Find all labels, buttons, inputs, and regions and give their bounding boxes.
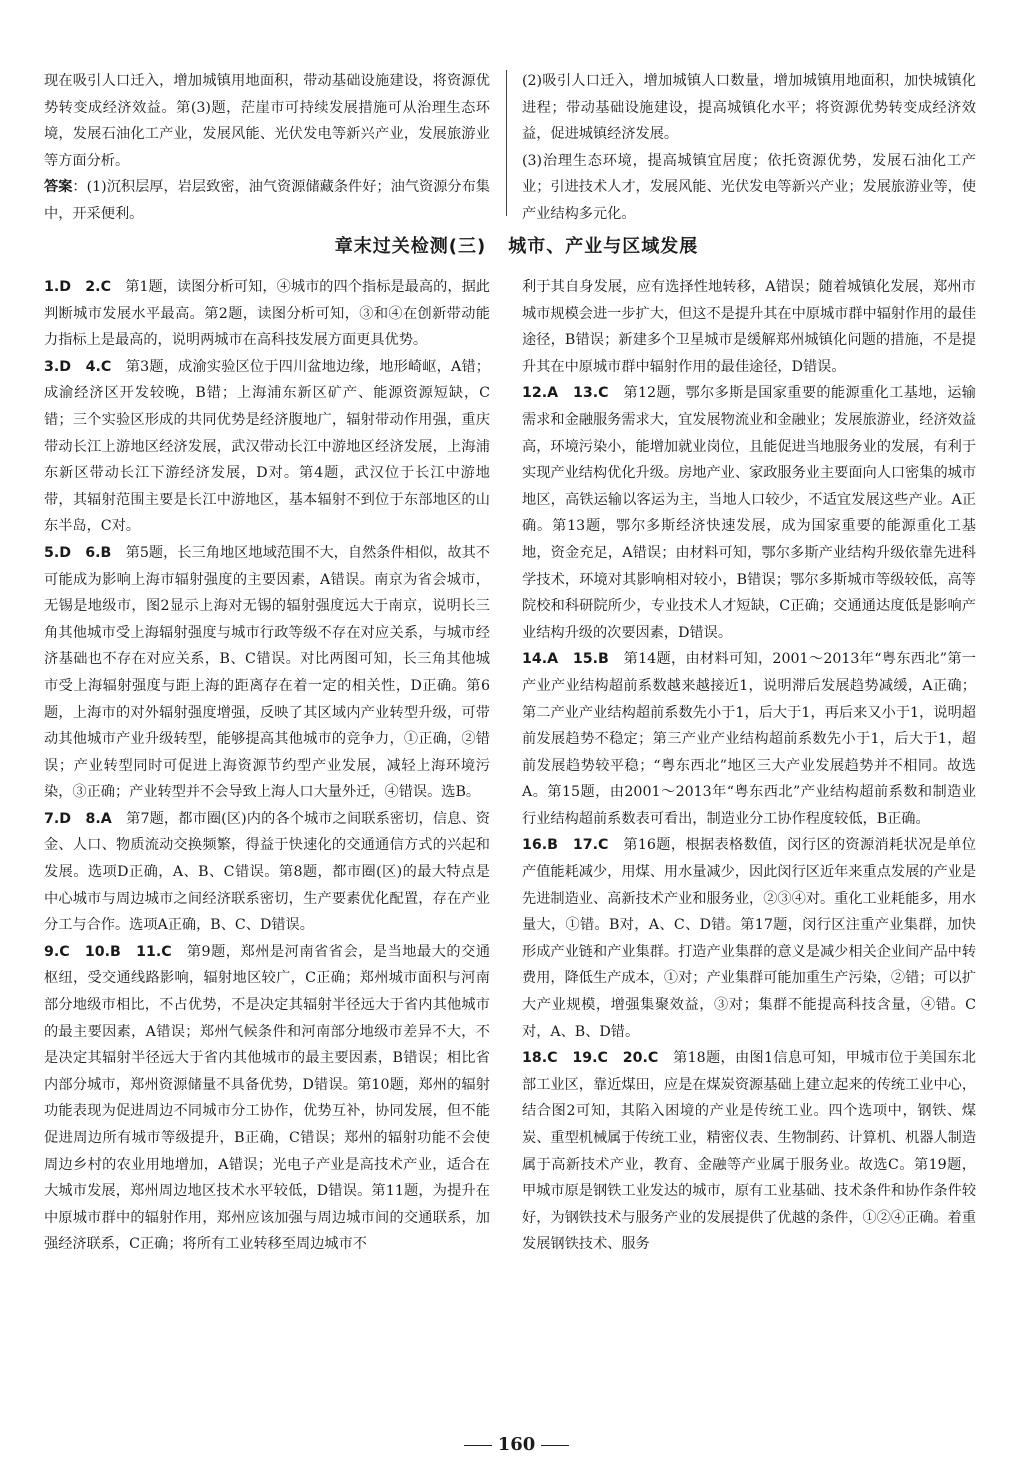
page-number-value: 160 (497, 1434, 536, 1455)
answer-item (522, 1045, 976, 1258)
left-column (44, 274, 490, 1258)
answer-part-3: (3)治理生态环境，提高城镇宜居度；依托资源优势，发展石油化工产业；引进技术人才，发展风能、光伏发电等新兴产业；发展旅游业等，使产业结构多元化。 (522, 152, 977, 222)
continuation-left (44, 68, 490, 228)
answer-item (44, 354, 490, 540)
explanation-text: 第1题，读图分析可知，④城市的四个指标是最高的，据此判断城市发展水平最高。第2题，读图分析可知，③和④在创新带动能力指标上是最高的，说明两城市在高科技发展方面更具优势。 (44, 279, 490, 349)
question-numbers: 5.D 6.B (44, 544, 112, 561)
answer-item (522, 832, 976, 1045)
answer-item (522, 646, 976, 832)
section-title (0, 232, 1033, 258)
explanation-text: 第16题，根据表格数值，闵行区的资源消耗状况是单位产值能耗减少，用煤、用水量减少，因此闵行区近年来重点发展的产业是先进制造业、高新技术产业和服务业，②③④对。重化工业耗能多，用水量大，①错。B对，A、C、D错。第17题，闵行区注重产业集群，加快形成产业链和产业集群。打造产业集群的意义是减少相关企业间产品中转费用，降低生产成本，①对；产业集群可能加重生产污染，②错；可以扩大产业规模，增强集聚效益，③对；集群不能提高科技含量，④错。C对，A、B、D错。 (522, 837, 977, 1040)
answer-item (44, 939, 490, 1258)
explanation-text: 第12题，鄂尔多斯是国家重要的能源重化工基地，运输需求和金融服务需求大，宜发展物流业和金融业；发展旅游业，经济效益高，环境污染小，能增加就业岗位，且能促进当地服务业的发展，有利于实现产业结构优化升级。房地产业、家政服务业主要面向人口密集的城市地区，高铁运输以客运为主，当地人口较少，不适宜发展这些产业。A正确。第13题，鄂尔多斯经济快速发展，成为国家重要的能源重化工基地，资金充足，A错误；由材料可知，鄂尔多斯产业结构升级依靠先进科学技术，环境对其影响相对较小，B错误；鄂尔多斯城市等级较低，高等院校和科研院所少，专业技术人才短缺，C正确；交通通达度低是影响产业结构升级的次要因素，D错误。 (522, 385, 977, 641)
paragraph: 现在吸引人口迁入，增加城镇用地面积，带动基础设施建设，将资源优势转变成经济效益。第(3)题，茫崖市可持续发展措施可从治理生态环境，发展石油化工产业，发展风能、光伏发电等新兴产业，发展旅游业等方面分析。 (44, 73, 490, 169)
question-numbers: 12.A 13.C (522, 385, 609, 402)
answer-part-2: (2)吸引人口迁入，增加城镇人口数量，增加城镇用地面积，加快城镇化进程；带动基础设施建设，提高城镇化水平；将资源优势转变成经济效益，促进城镇经济发展。 (522, 73, 976, 143)
answer-item (44, 806, 490, 939)
answer-text: ：(1)沉积层厚，岩层致密，油气资源储藏条件好；油气资源分布集中，开采便利。 (44, 179, 490, 222)
explanation-text: 第3题，成渝实验区位于四川盆地边缘，地形崎岖，A错；成渝经济区开发较晚，B错；上海浦东新区矿产、能源资源短缺，C错；三个实验区形成的共同优势是经济腹地广，辐射带动作用强，重庆带动长江上游地区经济发展，武汉带动长江中游地区经济发展，上海浦东新区带动长江下游经济发展，D对。第4题，武汉位于长江中游地带，其辐射范围主要是长江中游地区，基本辐射不到位于东部地区的山东半岛，C对。 (44, 358, 490, 535)
explanation-text: 第5题，长三角地区地域范围不大，自然条件相似，故其不可能成为影响上海市辐射强度的主要因素，A错误。南京为省会城市，无锡是地级市，图2显示上海对无锡的辐射强度远大于南京，说明长三角其他城市受上海辐射强度与城市行政等级不存在对应关系，与城市经济基础也不存在对应关系，B、C错误。对比两图可知，长三角其他城市受上海辐射强度与距上海的距离存在着一定的相关性，D正确。第6题，上海市的对外辐射强度增强，反映了其区域内产业转型升级，可带动其他城市产业升级转型，能够提高其他城市的竞争力，①正确，②错误；产业转型同时可促进上海资源节约型产业发展，减轻上海环境污染，③正确；产业转型并不会导致上海人口大量外迁，④错误。选B。 (44, 544, 490, 801)
explanation-text: 第14题，由材料可知，2001～2013年“粤东西北”第一产业产业结构超前系数越来越接近1，说明滞后发展趋势减缓，A正确；第二产业产业结构超前系数先小于1，后大于1，再后来又小于1，说明超前发展趋势不稳定；第三产业产业结构超前系数先小于1，后大于1，超前发展趋势较平稳；“粤东西北”地区三大产业发展趋势并不相同。故选A。第15题，由2001～2013年“粤东西北”产业结构超前系数和制造业行业结构超前系数表可看出，制造业分工协作程度较低，B正确。 (522, 651, 976, 827)
section-title-part2: 城市、产业与区域发展 (508, 236, 699, 257)
page-number-dash-left (464, 1445, 492, 1446)
answer-item (522, 380, 976, 646)
explanation-text: 第7题，都市圈(区)内的各个城市之间联系密切，信息、资金、人口、物质流动交换频繁，得益于快速化的交通通信方式的兴起和发展。选项D正确，A、B、C错误。第8题，都市圈(区)的最大特点是中心城市与周边城市之间经济联系密切，生产要素优化配置，存在产业分工与合作。选项A正确，B、C、D错误。 (44, 810, 490, 934)
explanation-text: 第18题，由图1信息可知，甲城市位于美国东北部工业区，靠近煤田，应是在煤炭资源基础上建立起来的传统工业中心，结合图2可知，其陷入困境的产业是传统工业。四个选项中，钢铁、煤炭、重型机械属于传统工业，精密仪表、生物制药、计算机、机器人制造属于高新技术产业，教育、金融等产业属于服务业。故选C。第19题，甲城市原是钢铁工业发达的城市，原有工业基础、技术条件和协作条件较好，为钢铁技术与服务产业的发展提供了优越的条件，①②④正确。着重发展钢铁技术、服务 (522, 1050, 977, 1253)
answer-item (522, 274, 976, 380)
right-column (522, 274, 976, 1258)
explanation-text: 第9题，郑州是河南省省会，是当地最大的交通枢纽，受交通线路影响，辐射地区较广，C正确；郑州城市面积与河南部分地级市相比，不占优势，不是决定其辐射半径远大于省内其他城市的最主要因素，A错误；郑州气候条件和河南部分地级市差异不大，不是决定其辐射半径远大于省内其他城市的最主要因素，B错误；相比省内部分城市，郑州资源储量不具备优势，D错误。第10题，郑州的辐射功能表现为促进周边不同城市分工协作，优势互补，协同发展，但不能促进周边所有城市等级提升，B正确，C错误；郑州的辐射功能不会使周边乡村的农业用地增加，A错误；光电子产业是高技术产业，适合在大城市发展，郑州周边地区技术水平较低，D错误。第11题，为提升在中原城市群中的辐射作用，郑州应该加强与周边城市间的交通联系，加强经济联系，C正确；将所有工业转移至周边城市不 (44, 943, 491, 1253)
column-divider (506, 70, 507, 216)
question-numbers: 9.C 10.B 11.C (44, 943, 172, 960)
question-numbers: 3.D 4.C (44, 358, 112, 375)
answer-item (44, 274, 490, 354)
page-number (0, 1434, 1033, 1455)
question-numbers: 1.D 2.C (44, 279, 111, 295)
continuation-right (522, 68, 976, 228)
question-numbers: 18.C 19.C 20.C (522, 1050, 659, 1067)
answer-item (44, 540, 490, 806)
section-title-part1: 章末过关检测(三) (334, 236, 487, 257)
page-number-dash-right (541, 1445, 569, 1446)
answer-paragraph (44, 174, 490, 227)
answer-label: 答案 (44, 179, 73, 196)
question-numbers: 16.B 17.C (522, 837, 609, 854)
explanation-text: 利于其自身发展，应有选择性地转移，A错误；随着城镇化发展，郑州市城市规模会进一步扩大，但这不是提升其在中原城市群中辐射作用的最佳途径，B错误；新建多个卫星城市是缓解郑州城镇化问题的措施，不是提升其在中原城市群中辐射作用的最佳途径，D错误。 (522, 279, 977, 375)
question-numbers: 7.D 8.A (44, 810, 112, 827)
question-numbers: 14.A 15.B (522, 651, 609, 668)
